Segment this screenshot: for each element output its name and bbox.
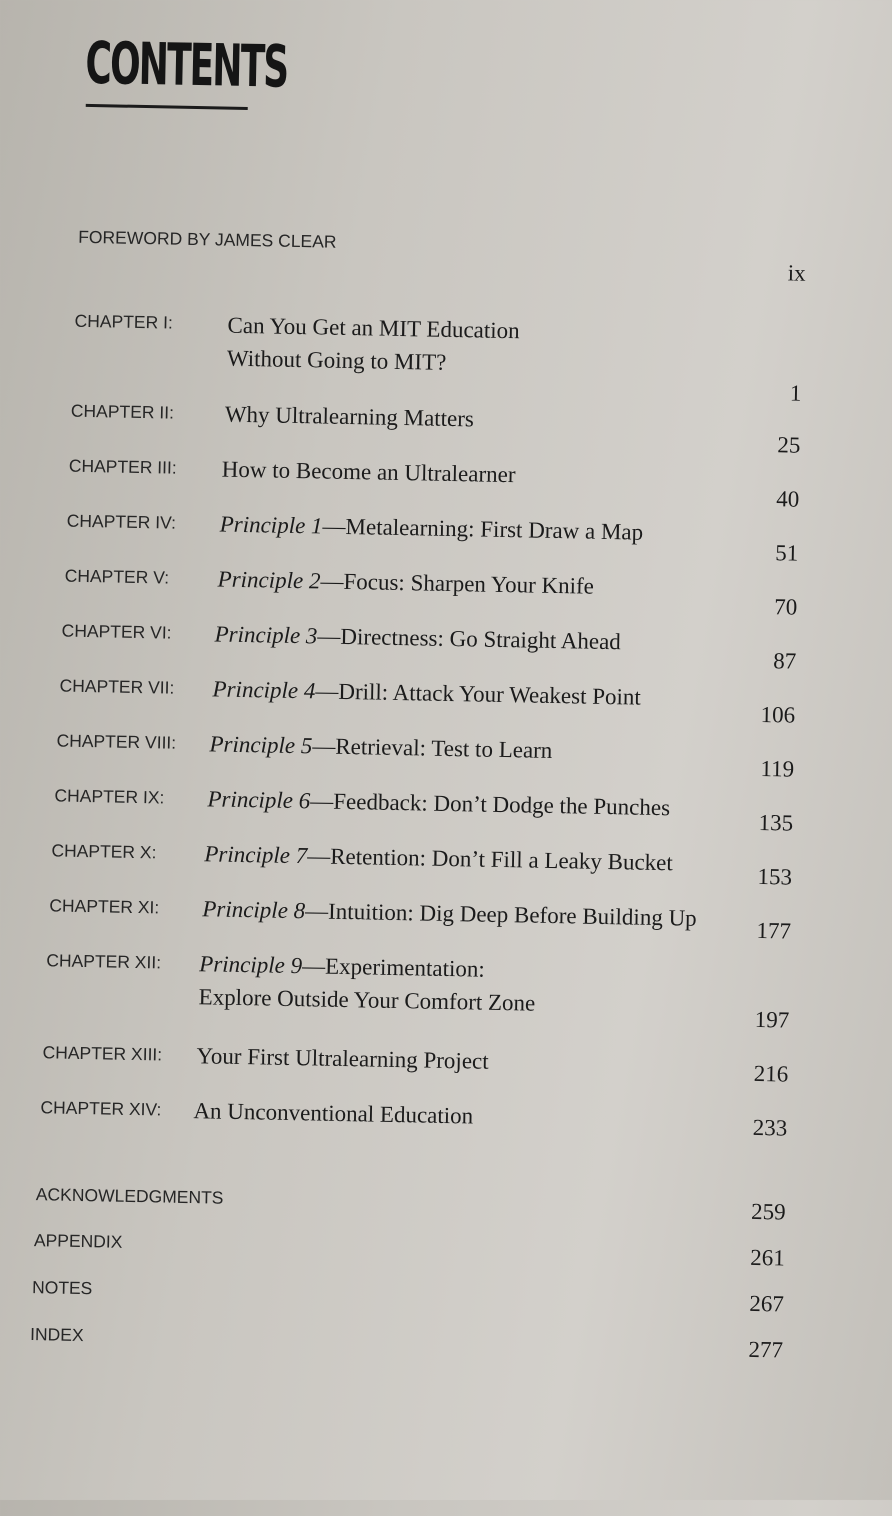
chapter-8-page: 119 [760, 755, 795, 782]
chapter-10-page: 153 [757, 863, 793, 890]
acknowledgments-page: 259 [750, 1198, 786, 1225]
chapter-1-title-line1: Can You Get an MIT Education [227, 312, 520, 344]
index-page: 277 [748, 1336, 784, 1363]
chapter-3-label: CHAPTER III: [68, 455, 177, 478]
chapter-1-title [227, 309, 520, 381]
chapter-7-title [212, 672, 641, 713]
chapter-1-title-line2: Without Going to MIT? [226, 345, 447, 375]
chapter-2-label: CHAPTER II: [70, 400, 175, 423]
chapter-13-title: Your First Ultralearning Project [196, 1043, 489, 1074]
title-underline [86, 104, 248, 110]
chapter-2-title: Why Ultralearning Matters [224, 401, 475, 432]
chapter-4-page: 51 [775, 540, 799, 566]
chapter-6-principle: Principle 3 [214, 621, 318, 649]
foreword-page: ix [787, 260, 806, 286]
acknowledgments-label: ACKNOWLEDGMENTS [35, 1184, 224, 1208]
chapter-12-principle: Principle 9 [199, 951, 303, 979]
chapter-11-principle: Principle 8 [202, 896, 306, 924]
chapter-6-title [214, 617, 621, 658]
chapter-3-title: How to Become an Ultralearner [221, 456, 516, 488]
chapter-14-title: An Unconventional Education [193, 1098, 474, 1129]
chapter-7-page: 106 [760, 701, 796, 728]
chapter-4-title [219, 508, 643, 549]
chapter-8-principle: Principle 5 [209, 731, 313, 759]
chapter-9-subtitle: —Feedback: Don’t Dodge the Punches [310, 788, 671, 821]
chapter-9-title [207, 782, 670, 824]
chapter-1-page: 1 [789, 380, 802, 406]
chapter-6-page: 87 [772, 648, 797, 674]
chapter-9-label: CHAPTER IX: [54, 785, 165, 808]
chapter-12-title [198, 947, 536, 1019]
chapter-12-subtitle-line2: Explore Outside Your Comfort Zone [198, 984, 536, 1016]
chapter-7-subtitle: —Drill: Attack Your Weakest Point [315, 678, 642, 710]
chapter-8-label: CHAPTER VIII: [56, 730, 177, 753]
chapter-6-subtitle: —Directness: Go Straight Ahead [317, 623, 622, 655]
chapter-5-title [217, 563, 594, 603]
chapter-3-page: 40 [776, 486, 800, 512]
chapter-1-label: CHAPTER I: [74, 310, 174, 333]
chapter-13-label: CHAPTER XIII: [42, 1042, 163, 1065]
chapter-10-subtitle: —Retention: Don’t Fill a Leaky Bucket [306, 843, 674, 876]
chapter-12-subtitle: —Experimentation: [301, 953, 486, 982]
notes-page: 267 [749, 1290, 785, 1317]
chapter-5-label: CHAPTER V: [64, 565, 170, 588]
chapter-11-title [202, 892, 697, 934]
chapter-5-principle: Principle 2 [217, 566, 321, 594]
chapter-9-principle: Principle 6 [207, 786, 311, 814]
chapter-4-principle: Principle 1 [219, 511, 323, 539]
chapter-12-page: 197 [754, 1006, 790, 1033]
chapter-2-page: 25 [777, 432, 801, 458]
chapter-10-label: CHAPTER X: [51, 840, 157, 863]
chapter-5-page: 70 [774, 594, 798, 620]
chapter-6-label: CHAPTER VI: [61, 620, 172, 643]
chapter-14-label: CHAPTER XIV: [40, 1097, 162, 1120]
chapter-10-principle: Principle 7 [204, 841, 308, 869]
index-label: INDEX [29, 1324, 84, 1346]
chapter-4-label: CHAPTER IV: [66, 510, 177, 533]
chapter-4-subtitle: —Metalearning: First Draw a Map [322, 513, 644, 545]
chapter-7-principle: Principle 4 [212, 676, 316, 704]
appendix-page: 261 [750, 1244, 785, 1271]
appendix-label: APPENDIX [33, 1230, 123, 1252]
chapter-7-label: CHAPTER VII: [59, 675, 175, 698]
chapter-10-title [204, 837, 673, 879]
chapter-11-label: CHAPTER XI: [49, 895, 160, 918]
notes-label: NOTES [31, 1277, 93, 1299]
chapter-11-subtitle: —Intuition: Dig Deep Before Building Up [304, 898, 697, 931]
page-title: CONTENTS [84, 28, 288, 101]
chapter-9-page: 135 [758, 809, 794, 836]
chapter-11-page: 177 [756, 917, 792, 944]
chapter-5-subtitle: —Focus: Sharpen Your Knife [320, 568, 595, 599]
chapter-8-title [209, 727, 552, 767]
chapter-8-subtitle: —Retrieval: Test to Learn [312, 733, 553, 763]
chapter-13-page: 216 [753, 1060, 789, 1087]
chapter-12-label: CHAPTER XII: [46, 950, 162, 973]
foreword-label: FOREWORD BY JAMES CLEAR [78, 226, 337, 252]
chapter-14-page: 233 [752, 1114, 788, 1141]
